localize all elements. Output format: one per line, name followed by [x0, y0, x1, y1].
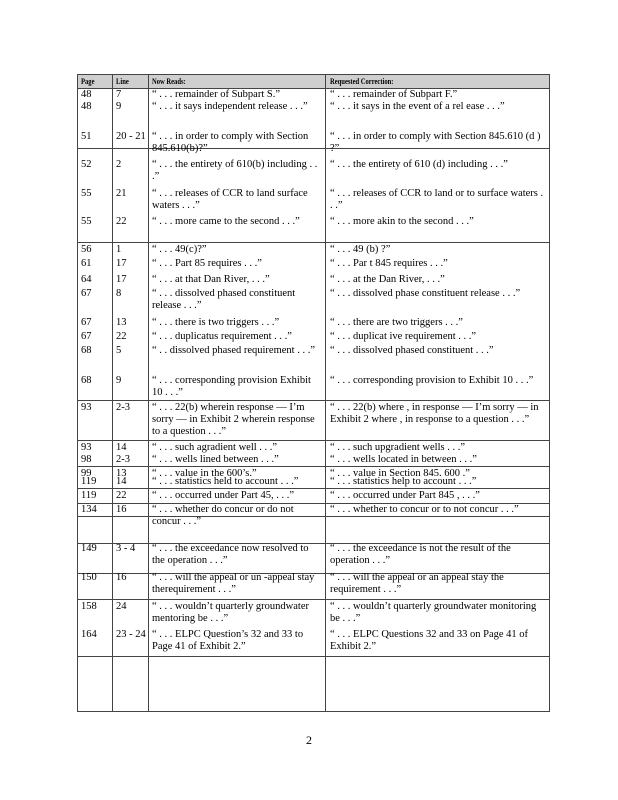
row-now-reads: “ . . . the exceedance now resolved to the operation . . .”	[152, 543, 309, 566]
row-divider	[78, 599, 549, 600]
row-requested-correction: “ . . . duplicat ive requirement . . .”	[330, 331, 477, 342]
row-requested-correction: “ . . . dissolved phase constituent release . . .”	[330, 288, 521, 299]
row-now-reads: “ . . . value in the 600’s.”	[152, 468, 257, 479]
row-requested-correction: “ . . . corresponding provision to Exhibit 10 . . .”	[330, 375, 534, 386]
row-now-reads: “ . . . 49(c)?”	[152, 244, 207, 255]
row-now-reads: “ . . . remainder of Subpart S.”	[152, 89, 281, 100]
corrections-table	[77, 74, 550, 712]
row-page: 93	[81, 402, 92, 413]
row-page: 158	[81, 601, 97, 612]
row-now-reads: “ . . . wouldn’t quarterly groundwater mentoring be . . .”	[152, 601, 309, 624]
row-requested-correction: “ . . . such upgradient wells . . .”	[330, 442, 466, 453]
row-line: 3 - 4	[116, 543, 136, 554]
row-requested-correction: “ . . . the exceedance is not the result of the operation . . .”	[330, 543, 511, 566]
row-page: 93	[81, 442, 92, 453]
row-page: 48	[81, 89, 92, 100]
row-line: 8	[116, 288, 122, 299]
row-page: 55	[81, 188, 92, 199]
row-page: 134	[81, 504, 97, 515]
row-line: 13	[116, 468, 127, 479]
row-now-reads: “ . . . such agradient well . . .”	[152, 442, 278, 453]
row-now-reads: “ . . . duplicatus requirement . . .”	[152, 331, 292, 342]
row-requested-correction: “ . . . 49 (b) ?”	[330, 244, 391, 255]
row-line: 14	[116, 442, 127, 453]
row-divider	[78, 242, 549, 243]
row-line: 16	[116, 504, 127, 515]
row-page: 164	[81, 629, 97, 640]
row-now-reads: “ . . . at that Dan River, . . .”	[152, 274, 270, 285]
row-requested-correction: “ . . . the entirety of 610 (d) including . . .”	[330, 159, 508, 170]
row-now-reads: “ . . . wells lined between . . .”	[152, 454, 279, 465]
row-requested-correction: “ . . . 22(b) where , in response — I’m sorry — in Exhibit 2 where , in response to a question . . .”	[330, 402, 539, 425]
row-page: 99	[81, 468, 92, 479]
row-requested-correction: “ . . . Par t 845 requires . . .”	[330, 258, 448, 269]
row-requested-correction: “ . . . statistics help to account . . .”	[330, 476, 477, 487]
row-now-reads: “ . . . dissolved phased constituent release . . .”	[152, 288, 296, 311]
row-now-reads: “ . . . statistics held to account . . .”	[152, 476, 299, 487]
row-line: 22	[116, 490, 127, 501]
row-requested-correction: “ . . . ELPC Questions 32 and 33 on Page 41 of Exhibit 2.”	[330, 629, 529, 652]
row-requested-correction: “ . . . at the Dan River, . . .”	[330, 274, 445, 285]
row-line: 22	[116, 331, 127, 342]
row-line: 17	[116, 274, 127, 285]
row-line: 9	[116, 375, 122, 386]
row-now-reads: “ . . . ELPC Question’s 32 and 33 to Page 41 of Exhibit 2.”	[152, 629, 304, 652]
row-line: 20 - 21	[116, 131, 146, 142]
row-line: 17	[116, 258, 127, 269]
header-page: Page	[81, 77, 95, 86]
row-line: 1	[116, 244, 122, 255]
row-line: 24	[116, 601, 127, 612]
header-now-reads: Now Reads:	[152, 77, 186, 86]
row-page: 119	[81, 490, 97, 501]
row-line: 23 - 24	[116, 629, 146, 640]
row-requested-correction: “ . . . it says in the event of a rel ease . . .”	[330, 101, 505, 112]
row-line: 22	[116, 216, 127, 227]
row-requested-correction: “ . . . value in Section 845. 600 .”	[330, 468, 470, 479]
row-page: 68	[81, 375, 92, 386]
row-page: 48	[81, 101, 92, 112]
row-now-reads: “ . . . releases of CCR to land surface waters . . .”	[152, 188, 308, 211]
row-requested-correction: “ . . . in order to comply with Section 845.610 (d ) ?”	[330, 131, 541, 154]
row-requested-correction: “ . . . whether to concur or to not concur . . .”	[330, 504, 519, 515]
row-page: 119	[81, 476, 97, 487]
row-page: 56	[81, 244, 92, 255]
row-now-reads: “ . . . occurred under Part 45, . . .”	[152, 490, 294, 501]
row-page: 51	[81, 131, 92, 142]
row-page: 150	[81, 572, 97, 583]
row-page: 67	[81, 331, 92, 342]
row-line: 9	[116, 101, 122, 112]
row-line: 5	[116, 345, 122, 356]
row-divider	[78, 488, 549, 489]
row-divider	[78, 440, 549, 441]
row-requested-correction: “ . . . dissolved phased constituent . . .”	[330, 345, 494, 356]
row-page: 68	[81, 345, 92, 356]
row-now-reads: “ . . . more came to the second . . .”	[152, 216, 300, 227]
row-requested-correction: “ . . . occurred under Part 845 , . . .”	[330, 490, 480, 501]
row-requested-correction: “ . . . will the appeal or an appeal stay the requirement . . .”	[330, 572, 504, 595]
row-page: 98	[81, 454, 92, 465]
row-now-reads: “ . . . Part 85 requires . . .”	[152, 258, 262, 269]
row-divider	[78, 400, 549, 401]
row-requested-correction: “ . . . wells located in between . . .”	[330, 454, 477, 465]
row-requested-correction: “ . . . there are two triggers . . .”	[330, 317, 463, 328]
row-line: 7	[116, 89, 122, 100]
row-line: 13	[116, 317, 127, 328]
row-line: 2-3	[116, 454, 130, 465]
page-number: 2	[306, 733, 312, 747]
row-divider	[78, 466, 549, 467]
row-page: 67	[81, 288, 92, 299]
column-divider	[112, 74, 113, 711]
row-page: 67	[81, 317, 92, 328]
row-now-reads: “ . . . in order to comply with Section 845.610(b)?”	[152, 131, 309, 154]
row-page: 52	[81, 159, 92, 170]
row-requested-correction: “ . . . remainder of Subpart F.”	[330, 89, 458, 100]
column-divider	[148, 74, 149, 711]
row-line: 14	[116, 476, 127, 487]
row-now-reads: “ . . . the entirety of 610(b) including . . .”	[152, 159, 318, 182]
row-now-reads: “ . . . will the appeal or un -appeal stay therequirement . . .”	[152, 572, 315, 595]
row-line: 16	[116, 572, 127, 583]
row-line: 2-3	[116, 402, 130, 413]
row-now-reads: “ . . . 22(b) wherein response — I’m sorry — in Exhibit 2 wherein response to a question . . .”	[152, 402, 315, 437]
row-now-reads: “ . . . there is two triggers . . .”	[152, 317, 280, 328]
row-divider	[78, 656, 549, 657]
row-line: 2	[116, 159, 122, 170]
row-page: 64	[81, 274, 92, 285]
row-requested-correction: “ . . . more akin to the second . . .”	[330, 216, 474, 227]
column-divider	[325, 74, 326, 711]
row-page: 55	[81, 216, 92, 227]
row-now-reads: “ . . . it says independent release . . .”	[152, 101, 308, 112]
row-page: 149	[81, 543, 97, 554]
row-requested-correction: “ . . . releases of CCR to land or to surface waters . . .”	[330, 188, 544, 211]
row-now-reads: “ . . . corresponding provision Exhibit 10 . . .”	[152, 375, 311, 398]
header-line: Line	[116, 77, 129, 86]
row-page: 61	[81, 258, 92, 269]
row-requested-correction: “ . . . wouldn’t quarterly groundwater monitoring be . . .”	[330, 601, 537, 624]
header-requested-correction: Requested Correction:	[330, 77, 394, 86]
row-now-reads: “ . . . whether do concur or do not concur . . .”	[152, 504, 294, 527]
row-now-reads: “ . . dissolved phased requirement . . .”	[152, 345, 315, 356]
row-line: 21	[116, 188, 127, 199]
